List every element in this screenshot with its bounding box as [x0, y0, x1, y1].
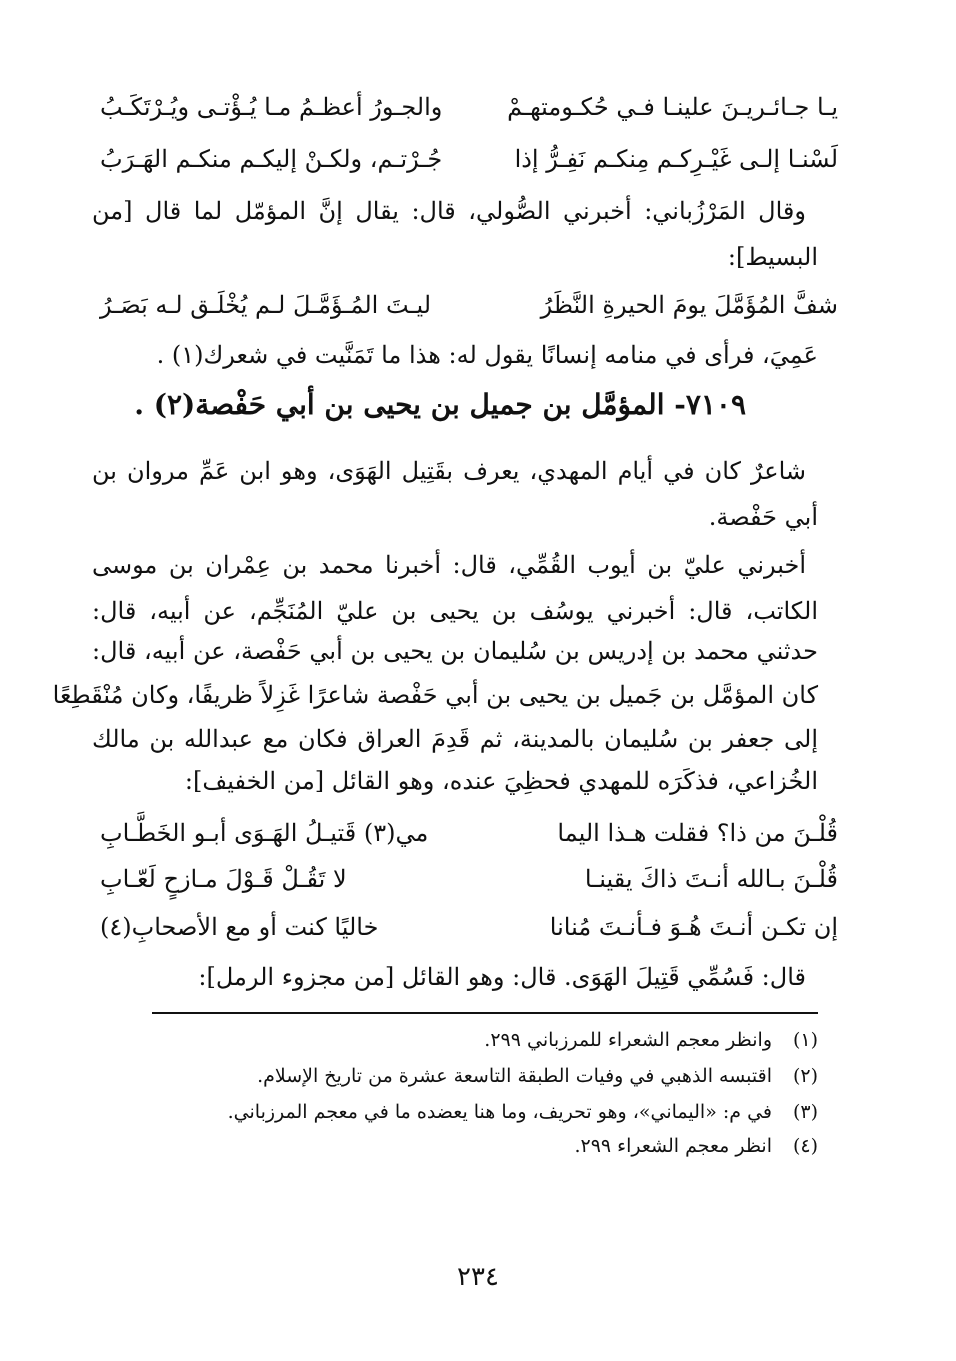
footnote: [574, 1132, 818, 1160]
verse-line: [100, 90, 838, 124]
paragraph-line: أخبرني عليّ بن أيوب القُمِّي، قال: أخبرنا محمد بن عِمْران بن موسى: [92, 551, 806, 579]
paragraph-line: كان المؤمَّل بن جَميل بن يحيى بن أبي حَفْصة شاعرًا غَزِلاً ظريفًا، وكان مُنْقَطِعًا: [52, 681, 818, 709]
footnote-number: (٢): [792, 1065, 818, 1087]
verse-first-hemistich: لَسْنـا إلـى غَيْـرِكـم مِنكـم نَفِـرُّ إذا: [514, 145, 838, 173]
footnote: [228, 1098, 818, 1126]
footnote-text: في م: «اليماني»، وهو تحريف، وما هنا يعضده ما في معجم المرزباني.: [227, 1101, 772, 1123]
paragraph-line: أبي حَفْصة.: [708, 503, 818, 531]
paragraph-line: الكاتب، قال: أخبرني يوسُف بن يحيى بن عليّ المُنَجِّم، عن أبيه، قال:: [92, 597, 818, 625]
verse-second-hemistich: والجـورُ أعظـمُ مـا يُـؤْتـى ويُـرْتَكَـبُ: [100, 93, 443, 121]
footnote: [257, 1062, 818, 1090]
paragraph-line: شاعرٌ كان في أيام المهدي، يعرف بقَتِيل الهَوَى، وهو ابن عَمِّ مروان بن: [92, 457, 806, 485]
paragraph-line: حدثني محمد بن إدريس بن سُليمان بن يحيى بن أبي حَفْصة، عن أبيه، قال:: [92, 637, 818, 665]
entry-heading: ٧١٠٩- المؤمَّل بن جميل بن يحيى بن أبي حَفْصة(٢) .: [134, 388, 746, 421]
verse-line: [100, 816, 838, 850]
verse-first-hemistich: يـا جـائـريـنَ علينـا فـي حُكـومتهـمْ: [507, 93, 838, 121]
verse-second-hemistich: لا تَقُـلْ قَـوْلَ مـازحٍ لَعّـابِ: [100, 865, 347, 893]
verse-first-hemistich: إن تكـن أنـتَ هُـوَ فـأنـتَ مُنانا: [549, 913, 838, 941]
verse-second-hemistich: خاليًا كنت أو مع الأصحابِ(٤): [100, 913, 379, 941]
verse-first-hemistich: شفَّ المُؤَمَّلَ يومَ الحيرةِ النَّظَرُ: [540, 291, 838, 319]
paragraph-line: إلى جعفر بن سُليمان بالمدينة، ثم قَدِمَ العراق فكان مع عبدالله بن مالك: [92, 725, 818, 753]
paragraph-line: قال: فَسُمِّي قَتِيلَ الهَوَى. قال: وهو القائل [من مجزوء الرمل]:: [198, 963, 806, 991]
verse-first-hemistich: قُلْـنَ من ذا؟ فقلت هـذا اليما: [557, 819, 838, 847]
verse-second-hemistich: ليـتَ المُـؤَمَّـلَ لـم يُخْلَـق لـه بَصَـرُ: [100, 291, 432, 319]
verse-second-hemistich: مي(٣) قَتيـلُ الهَـوَى أبـو الخَطَّـابِ: [100, 819, 429, 847]
footnote-separator: [152, 1012, 818, 1014]
footnote-text: انظر معجم الشعراء ٢٩٩.: [574, 1135, 772, 1157]
footnote-number: (١): [792, 1029, 818, 1051]
paragraph-line: وقال المَرْزُباني: أخبرني الصُّولي، قال: يقال إنَّ المؤمّل لما قال [من: [92, 197, 806, 225]
verse-second-hemistich: جُـرْتـم، ولكـنْ إليكـم منكـم الهَـرَبُ: [100, 145, 443, 173]
verse-line: [100, 288, 838, 322]
verse-line: [100, 910, 838, 944]
verse-line: [100, 142, 838, 176]
page-number: ٢٣٤: [457, 1262, 499, 1292]
footnote-number: (٣): [792, 1101, 818, 1123]
footnote-number: (٤): [792, 1135, 818, 1157]
footnote-text: اقتبسه الذهبي في وفيات الطبقة التاسعة عشرة من تاريخ الإسلام.: [257, 1065, 772, 1087]
paragraph-line: عَمِيَ، فرأى في منامه إنسانًا يقول له: هذا ما تَمَنَّيت في شعرك(١) .: [156, 341, 818, 369]
verse-first-hemistich: قُلْـنَ بـالله أنـتَ ذاكَ يقينـا: [584, 865, 838, 893]
footnote: [484, 1026, 818, 1054]
paragraph-line: الخُزاعي، فذكَرَه للمهدي فحظِيَ عنده، وهو القائل [من الخفيف]:: [184, 767, 818, 795]
verse-line: [100, 862, 838, 896]
paragraph-line: البسيط]:: [727, 243, 818, 271]
footnote-text: وانظر معجم الشعراء للمرزباني ٢٩٩.: [484, 1029, 772, 1051]
